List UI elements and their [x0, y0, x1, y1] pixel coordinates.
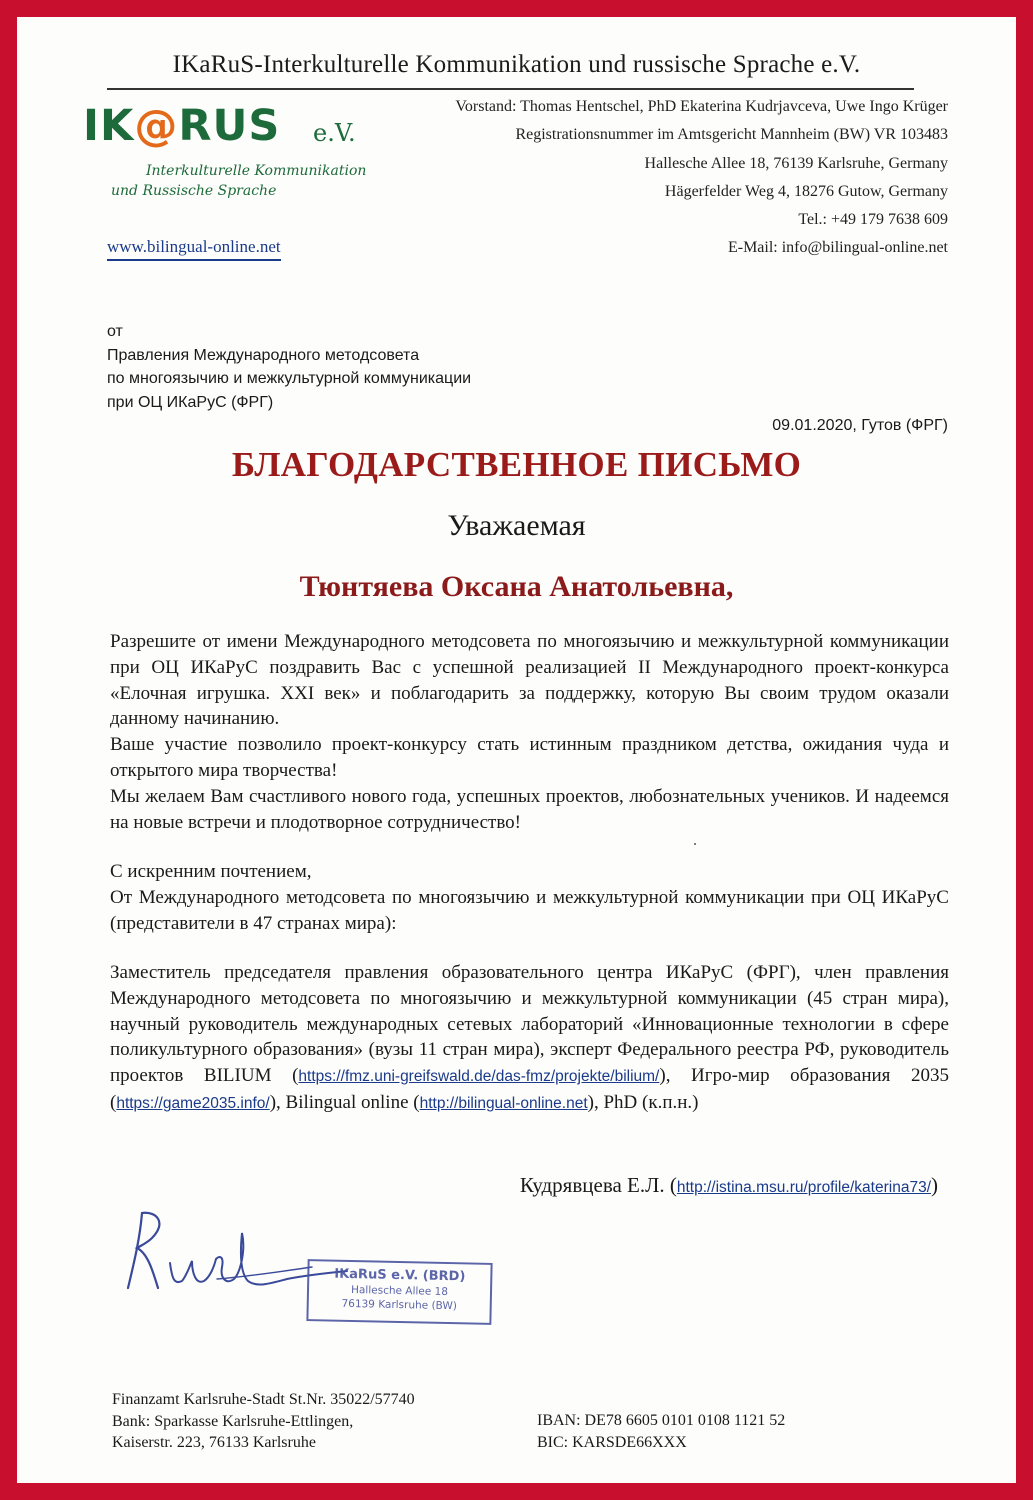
- footer-bank-name: Bank: Sparkasse Karlsruhe-Ettlingen,: [112, 1412, 354, 1430]
- closing-block: [110, 859, 949, 936]
- footer-iban: IBAN: DE78 6605 0101 0108 1121 52: [537, 1412, 786, 1429]
- letter-body: [110, 629, 949, 835]
- footer-iban-block: [537, 1410, 785, 1453]
- sender-line: при ОЦ ИКаРуС (ФРГ): [107, 393, 274, 411]
- sender-line: Правления Международного методсовета: [107, 346, 420, 364]
- body-paragraph-1: Разрешите от имени Международного методсовета по многоязычию и межкультурной коммуникации при ОЦ ИКаРуС поздравить Вас с успешной реализацией II Международного проект-конкурса «Елочная игрушка. XXI век» и поблагодарить за поддержку, которую Вы своим трудом оказали данному начинанию.: [110, 631, 949, 730]
- header-divider: [107, 88, 914, 90]
- body-paragraph-2: Ваше участие позволило проект-конкурсу стать истинным праздником детства, ожидания чуда и открытого мира творчества!: [110, 734, 949, 781]
- credentials-text-2: ), Игро-мир образования 2035 (: [110, 1065, 949, 1113]
- letter-title: БЛАГОДАРСТВЕННОЕ ПИСЬМО: [231, 445, 802, 484]
- website-link[interactable]: www.bilingual-online.net: [107, 237, 281, 261]
- closing-line-1: С искренним почтением,: [110, 861, 312, 882]
- logo-wordmark: [83, 101, 280, 151]
- credentials-text-3: ), Bilingual online (: [269, 1091, 420, 1113]
- logo-at-symbol: @: [134, 101, 179, 151]
- signer-name: [520, 1173, 938, 1198]
- body-paragraph-3: Мы желаем Вам счастливого нового года, успешных проектов, любознательных учеников. И надеемся на новые встречи и плодотворное сотрудничество!: [110, 785, 949, 833]
- logo-suffix: e.V.: [313, 119, 356, 147]
- sender-block: [107, 320, 471, 414]
- contact-block: [455, 93, 948, 263]
- stamp-line-3: 76139 Karlsruhe (BW): [341, 1297, 458, 1313]
- istina-profile-link[interactable]: http://istina.msu.ru/profile/katerina73/: [676, 1179, 931, 1196]
- speck: [694, 843, 696, 845]
- logo-text-post: RUS: [178, 101, 281, 151]
- credentials-text-4: ), PhD (к.п.н.): [587, 1091, 699, 1113]
- footer-tax-number: Finanzamt Karlsruhe-Stadt St.Nr. 35022/57740: [112, 1391, 415, 1408]
- signer-name-text: Кудрявцева Е.Л. (: [519, 1173, 677, 1197]
- logo-text-pre: IK: [83, 101, 135, 151]
- sender-line: от: [107, 323, 123, 340]
- bilingual-online-link[interactable]: http://bilingual-online.net: [419, 1094, 588, 1112]
- org-title: IKaRuS-Interkulturelle Kommunikation und russische Sprache e.V.: [172, 51, 861, 78]
- logo-subtitle-2: und Russische Sprache: [111, 183, 277, 199]
- logo-subtitle-1: Interkulturelle Kommunikation: [146, 163, 367, 179]
- recipient-name: Тюнтяева Оксана Анатольевна,: [299, 570, 734, 603]
- stamp-line-1: IKaRuS e.V. (BRD): [334, 1266, 466, 1285]
- bilium-link[interactable]: https://fmz.uni-greifswald.de/das-fmz/projekte/bilium/: [298, 1068, 660, 1086]
- sender-line: по многоязычию и межкультурной коммуникации: [107, 370, 472, 387]
- signer-name-close: ): [931, 1173, 938, 1197]
- closing-line-2: От Международного методсовета по многоязычию и межкультурной коммуникации при ОЦ ИКаРуС (представители в 47 странах мира):: [110, 886, 949, 934]
- contact-address-karlsruhe: Hallesche Allee 18, 76139 Karlsruhe, Germany: [644, 154, 948, 172]
- game2035-link[interactable]: https://game2035.info/: [116, 1094, 270, 1112]
- footer-bank-address: Kaiserstr. 223, 76133 Karlsruhe: [112, 1434, 316, 1451]
- contact-registration: Registrationsnummer im Amtsgericht Mannheim (BW) VR 103483: [515, 126, 948, 144]
- footer-bank-info: [112, 1389, 415, 1454]
- organization-stamp: [306, 1259, 492, 1325]
- contact-phone: Tel.: +49 179 7638 609: [798, 211, 948, 229]
- credentials-text-1: Заместитель председателя правления образовательного центра ИКаРуС (ФРГ), член правления Международного методсовета по многоязычию и межкультурной коммуникации (45 стран мира), научный руководитель международных сетевых лабораторий «Инновационные технологии в сфере поликультурного образования» (вузы 11 стран мира), эксперт Федерального реестра РФ, руководитель проектов BILIUM (: [110, 962, 949, 1087]
- ikarus-logo: [83, 101, 383, 221]
- stamp-line-2: Hallesche Allee 18: [350, 1283, 449, 1299]
- signer-credentials: [110, 960, 949, 1117]
- contact-address-gutow: Hägerfelder Weg 4, 18276 Gutow, Germany: [664, 182, 948, 200]
- contact-email: E-Mail: info@bilingual-online.net: [727, 239, 948, 257]
- date-place: 09.01.2020, Гутов (ФРГ): [772, 417, 948, 434]
- contact-board: Vorstand: Thomas Hentschel, PhD Ekaterina Kudrjavceva, Uwe Ingo Krüger: [455, 98, 948, 115]
- footer-bic: BIC: KARSDE66XXX: [537, 1433, 687, 1451]
- letter-sheet: [17, 17, 1016, 1483]
- salutation: Уважаемая: [447, 509, 586, 542]
